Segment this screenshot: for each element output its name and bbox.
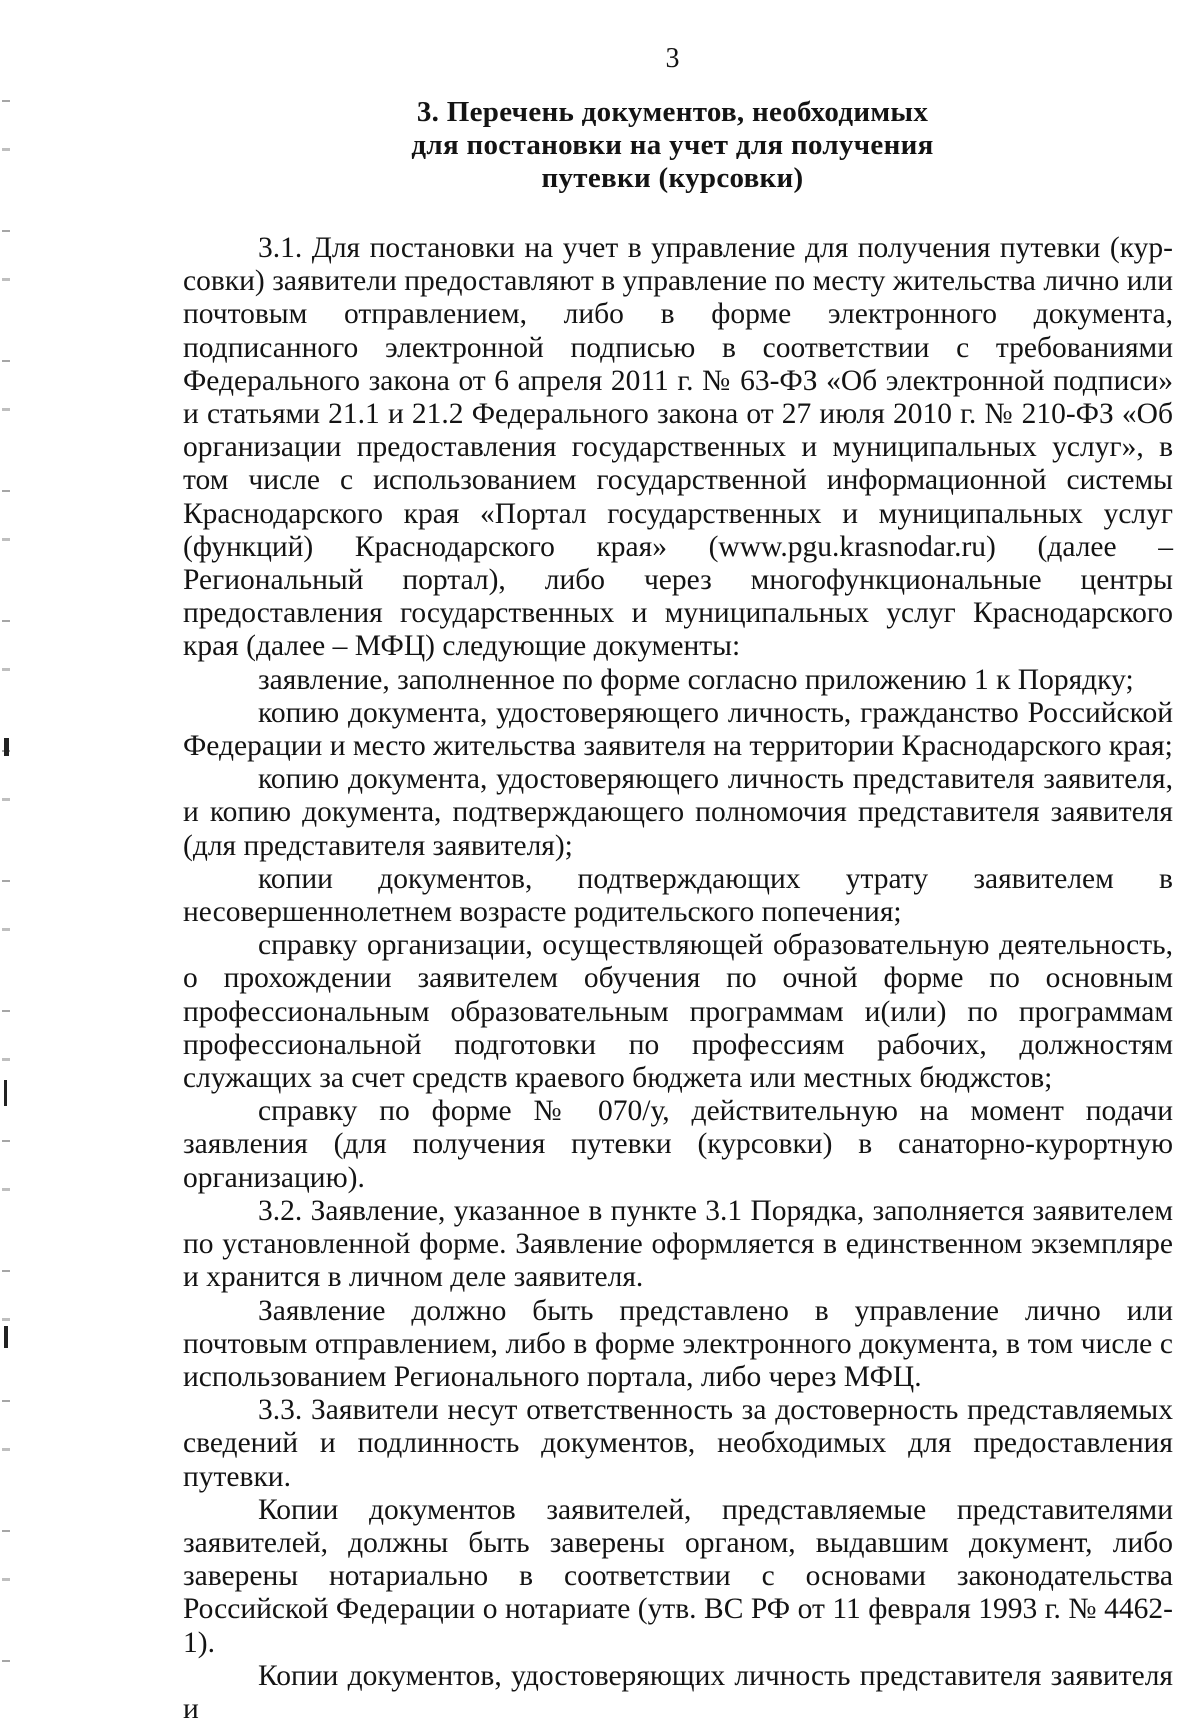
paragraph: 3.2. Заявление, указанное в пункте 3.1 Порядка, заполняется заявителем по установленной форме. Заявление оформляется в единственном экземпляре и хранится в личном деле заявителя. — [183, 1194, 1173, 1294]
scan-artifact — [4, 738, 9, 756]
heading-line: 3. Перечень документов, необходимых — [416, 96, 929, 128]
paragraph: Копии документов, удостоверяющих личность представителя заявителя и — [183, 1659, 1173, 1725]
paragraph: копию документа, удостоверяющего личность, гражданство Российской Федерации и место жительства заявителя на территории Краснодарского края; — [183, 696, 1173, 763]
page-number: 3 — [665, 43, 680, 74]
paragraph: 3.1. Для постановки на учет в управление для получения путевки (курсовки) заявители предоставляют в управление по месту жительства лично или почтовым отправлением, либо в форме электронного документа, подписанного электронной подписью в соответствии с требованиями Федерального закона от 6 апреля 2011 г. № 63-ФЗ «Об электронной подписи» и статьями 21.1 и 21.2 Федерального закона от 27 июля 2010 г. № 210-ФЗ «Об организации предоставления государственных и муниципальных услуг», в том числе с использованием государственной информационной системы Краснодарского края «Портал государственных и муниципальных услуг (функций) Краснодарского края» (www.pgu.krasnodar.ru) (далее – Региональный портал), либо через многофункциональные центры предоставления государственных и муниципальных услуг Краснодарского края (далее – МФЦ) следующие документы: — [183, 232, 1173, 663]
paragraph: справку организации, осуществляющей образовательную деятельность, о прохождении заявителем обучения по очной форме по основным профессиональным образовательным программам и(или) по программам профессиональной подготовки по профессиям рабочих, должностям служащих за счет средств краевого бюджета или местных бюджстов; — [183, 929, 1173, 1095]
paragraph: Копии документов заявителей, представляемые представителями заявителей, должны быть заверены органом, выдавшим документ, либо заверены нотариально в соответствии с основами законодательства Российской Федерации о нотариате (утв. ВС РФ от 11 февраля 1993 г. № 4462-1). — [183, 1493, 1173, 1659]
heading-line: путевки (курсовки) — [541, 162, 804, 194]
paragraph: копии документов, подтверждающих утрату заявителем в несовершеннолетнем возрасте родительского попечения; — [183, 862, 1173, 929]
heading-line: для постановки на учет для получения — [411, 129, 934, 161]
paragraph: заявление, заполненное по форме согласно приложению 1 к Порядку; — [258, 663, 1134, 696]
paragraph: справку по форме № 070/у, действительную на момент подачи заявления (для получения путевки (курсовки) в санаторно-курортную организацию). — [183, 1095, 1173, 1194]
section-heading — [360, 96, 985, 195]
paragraph: копию документа, удостоверяющего личность представителя заявителя, и копию документа, подтверждающего полномочия представителя заявителя (для представителя заявителя); — [183, 763, 1173, 862]
scan-artifact — [4, 1326, 8, 1348]
document-body — [183, 232, 1173, 1726]
scan-edge-marks — [2, 60, 10, 1680]
paragraph: Заявление должно быть представлено в управление лично или почтовым отправлением, либо в форме электронного документа, в том числе с использованием Регионального портала, либо через МФЦ. — [183, 1294, 1173, 1393]
paragraph: 3.3. Заявители несут ответственность за достоверность представляемых сведений и подлинность документов, необходимых для предоставления путевки. — [183, 1394, 1173, 1493]
scan-artifact — [4, 1080, 7, 1106]
